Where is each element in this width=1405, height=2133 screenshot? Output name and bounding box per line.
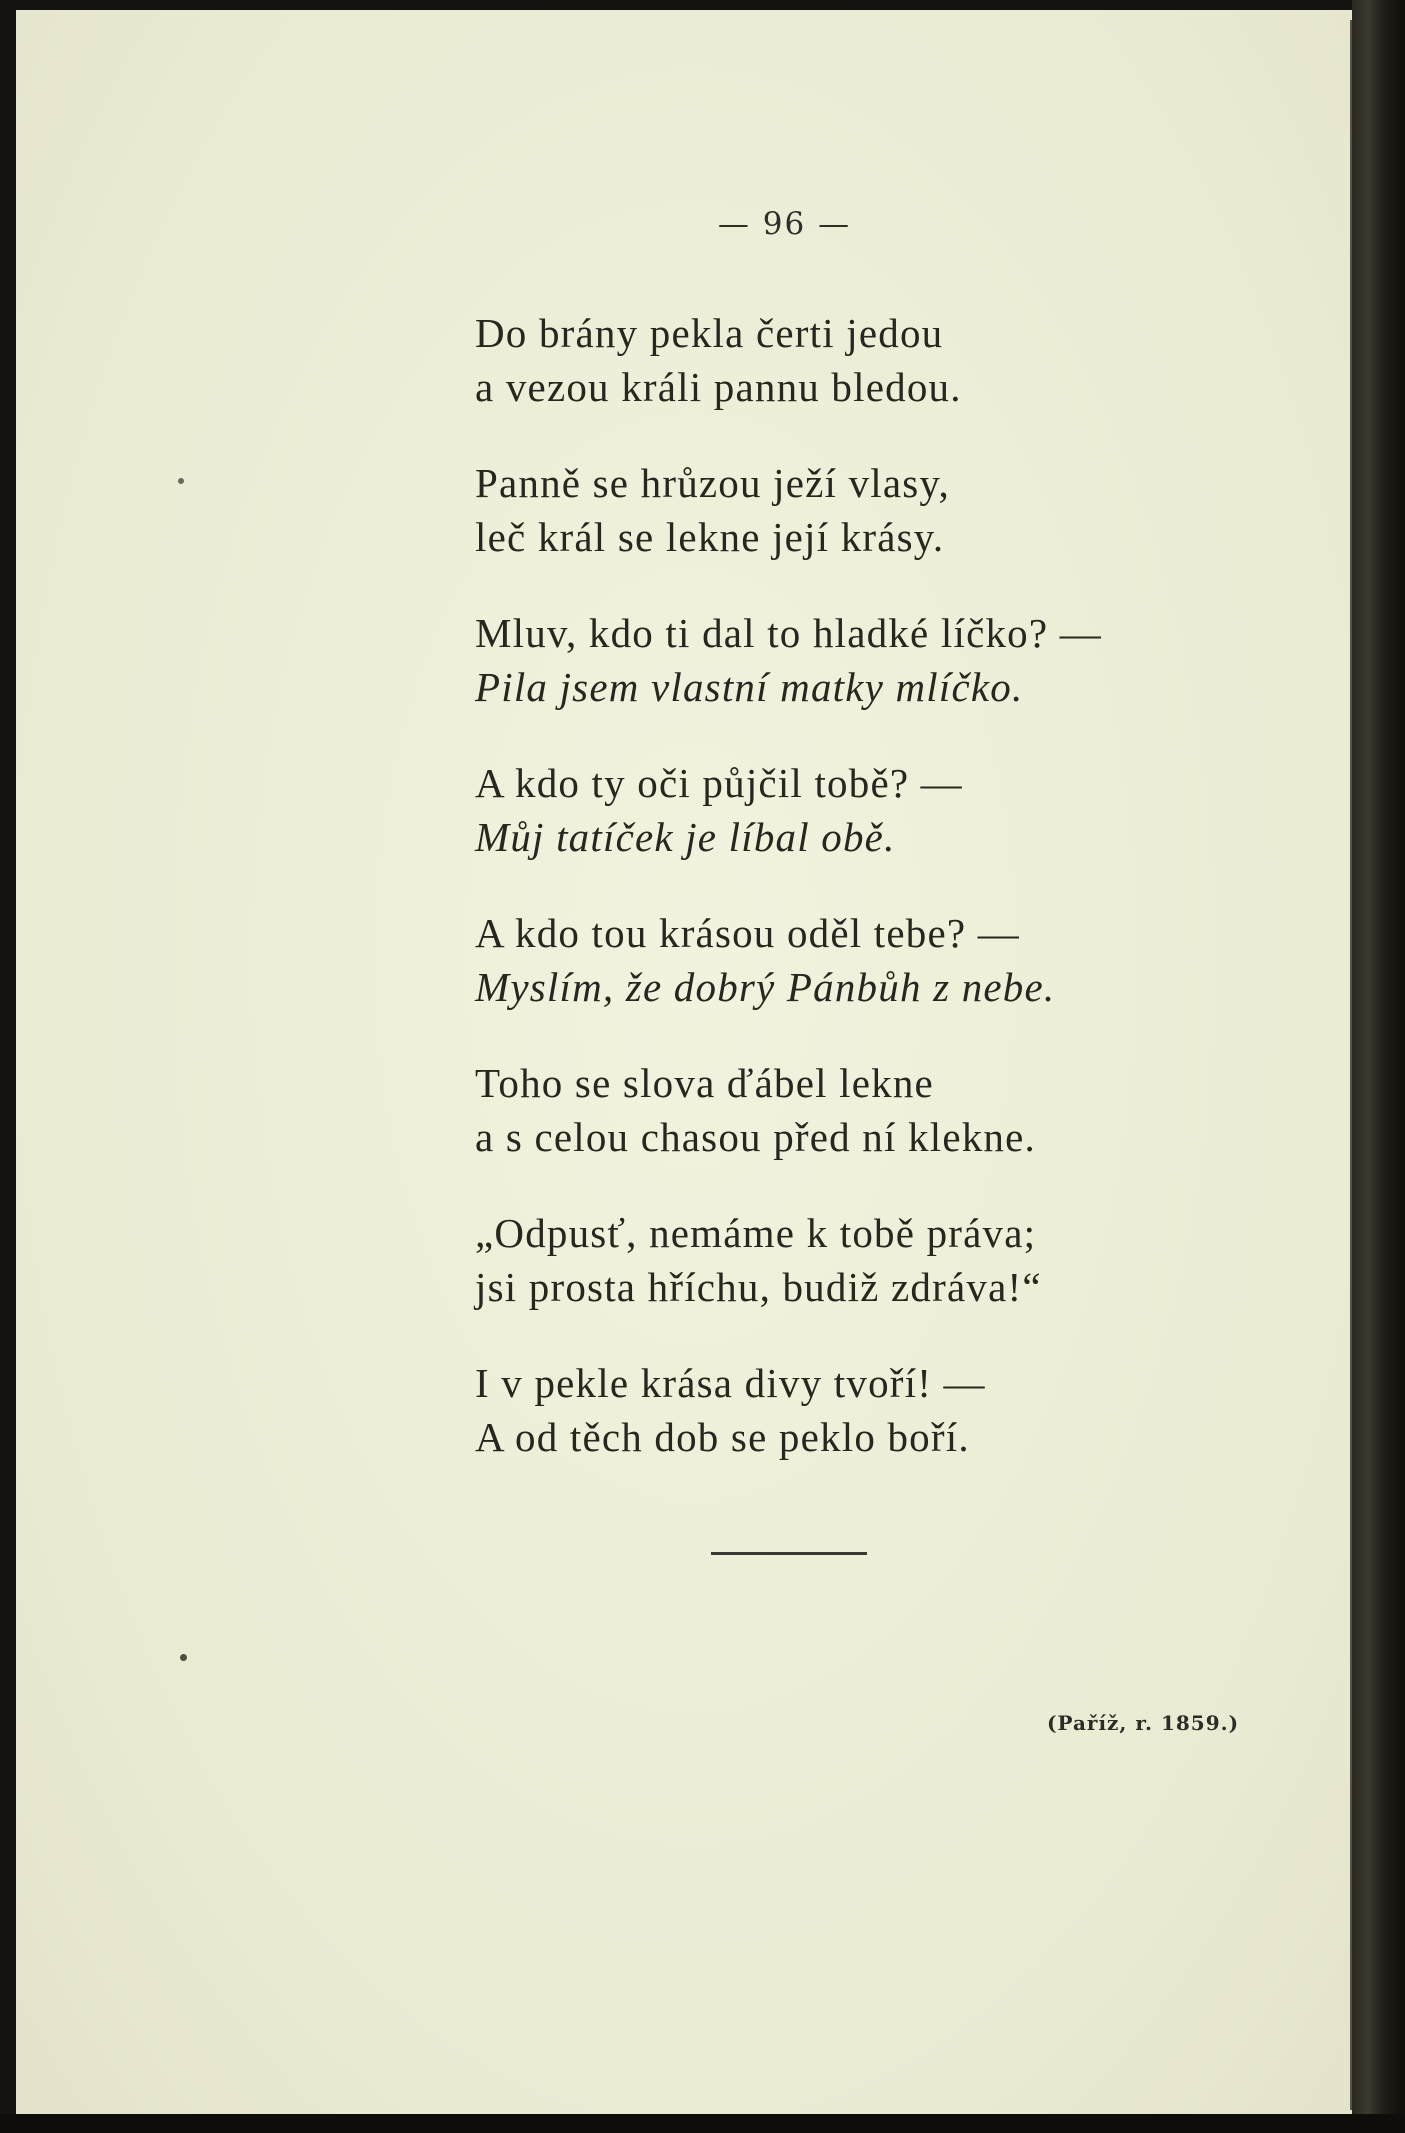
- poem: [475, 306, 1315, 1506]
- poem-line: I v pekle krása divy tvoří! —: [475, 1360, 986, 1406]
- end-rule: [711, 1552, 867, 1555]
- poem-line: Pila jsem vlastní matky mlíčko.: [475, 664, 1024, 710]
- poem-line: „Odpusť, nemáme k tobě práva;: [475, 1210, 1037, 1256]
- stanza: [475, 606, 1315, 714]
- stanza: [475, 1206, 1315, 1314]
- stanza: [475, 906, 1315, 1014]
- poem-line: jsi prosta hříchu, budiž zdráva!“: [475, 1264, 1042, 1310]
- poem-line: A kdo ty oči půjčil tobě? —: [475, 760, 963, 806]
- poem-line: Panně se hrůzou ježí vlasy,: [475, 460, 950, 506]
- stanza: [475, 1056, 1315, 1164]
- poem-line: A kdo tou krásou oděl tebe? —: [475, 910, 1020, 956]
- stanza: [475, 306, 1315, 414]
- paper-speck: [178, 478, 184, 484]
- poem-line: a vezou králi pannu bledou.: [475, 364, 962, 410]
- stanza: [475, 1356, 1315, 1464]
- poem-line: a s celou chasou před ní klekne.: [475, 1114, 1036, 1160]
- paper-speck: [180, 1654, 187, 1661]
- poem-line: Do brány pekla čerti jedou: [475, 310, 944, 356]
- poem-line: Můj tatíček je líbal obě.: [475, 814, 896, 860]
- poem-line: A od těch dob se peklo boří.: [475, 1414, 970, 1460]
- poem-line: Toho se slova ďábel lekne: [475, 1060, 934, 1106]
- stanza: [475, 456, 1315, 564]
- poem-line: Myslím, že dobrý Pánbůh z nebe.: [475, 964, 1056, 1010]
- place-date-note: (Paříž, r. 1859.): [1047, 1711, 1240, 1735]
- poem-line: Mluv, kdo ti dal to hladké líčko? —: [475, 610, 1102, 656]
- page-number: — 96 —: [717, 206, 852, 242]
- scan-bottom-edge: [0, 2114, 1405, 2133]
- book-binding-edge: [1352, 0, 1405, 2133]
- stanza: [475, 756, 1315, 864]
- poem-line: leč král se lekne její krásy.: [475, 514, 945, 560]
